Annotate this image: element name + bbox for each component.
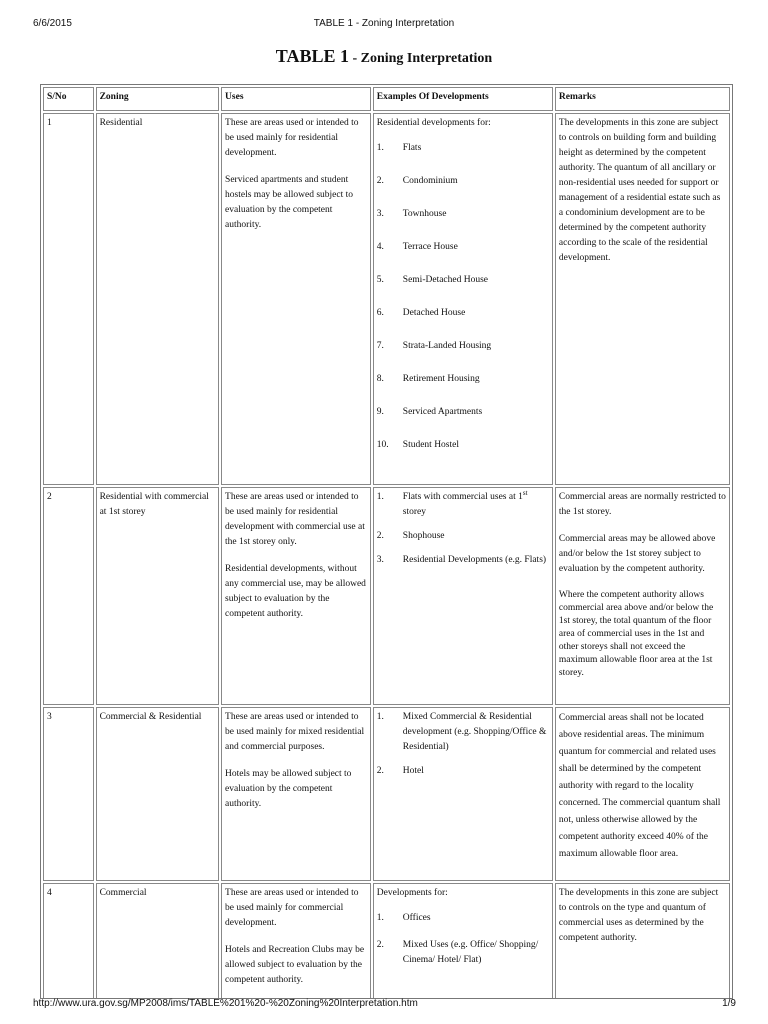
cell-remarks [555,707,730,881]
list-item: 4. Terrace House [376,242,458,252]
table-header-row [43,87,730,111]
document-title-sub: - Zoning Interpretation [348,51,493,66]
list-item: 5. Semi-Detached House [376,275,489,285]
column-header-examples: Examples Of Developments [373,87,553,111]
cell-examples [373,707,553,881]
remarks-paragraph: Commercial areas shall not be located above residential areas. The minimum quantum for commercial and related uses shall be determined by the competent authority with regard to the locality concerned. The commercial quantum shall not, unless otherwise allowed by the competent authority exceed 40% of the maximum allowable floor area. [558,713,721,859]
list-item: 8. Retirement Housing [376,374,480,384]
list-item: 10. Student Hostel [376,440,460,450]
uses-paragraph: Hotels may be allowed subject to evaluation by the competent authority. [225,769,352,809]
column-header-sno: S/No [43,87,94,111]
column-header-uses: Uses [221,87,371,111]
print-header [0,18,768,32]
uses-paragraph: These are areas used or intended to be used mainly for residential development. [225,118,359,158]
remarks-paragraph: Commercial areas may be allowed above and/or below the 1st storey subject to evaluation by the competent authority. [558,534,716,574]
zoning-table-container [40,84,733,999]
list-item: 2. Mixed Uses (e.g. Office/ Shopping/ Cinema/ Hotel/ Flat) [376,940,539,965]
list-item: 1. Flats [376,143,422,153]
list-item: 9. Serviced Apartments [376,407,483,417]
list-item: 7. Strata-Landed Housing [376,341,492,351]
cell-zoning: Commercial & Residential [96,707,219,881]
uses-paragraph: These are areas used or intended to be used mainly for residential development with commercial use at the 1st storey only. [225,492,365,547]
cell-uses [221,707,371,881]
table-row [43,113,730,485]
remarks-paragraph: The developments in this zone are subject to controls on the type and quantum of commercial uses as determined by the competent authority. [558,888,719,943]
cell-sno: 2 [43,487,94,705]
cell-zoning: Residential with commercial at 1st storey [96,487,219,705]
table-row [43,883,730,999]
list-item: 1. Mixed Commercial & Residential development (e.g. Shopping/Office & Residential) [376,712,547,752]
list-item: 3. Residential Developments (e.g. Flats) [376,555,547,565]
cell-examples [373,883,553,999]
uses-paragraph: Residential developments, without any commercial use, may be allowed subject to evaluation by the competent authority. [225,564,366,619]
examples-intro: Developments for: [376,888,448,898]
cell-examples [373,113,553,485]
cell-zoning: Commercial [96,883,219,999]
table-row [43,707,730,881]
list-item: 1. Flats with commercial uses at 1st storey [376,488,528,517]
document-title [0,46,768,67]
uses-paragraph: Serviced apartments and student hostels may be allowed subject to evaluation by the competent authority. [225,175,354,230]
cell-sno: 3 [43,707,94,881]
list-item: 2. Shophouse [376,531,445,541]
cell-sno: 4 [43,883,94,999]
column-header-zoning: Zoning [96,87,219,111]
cell-uses [221,883,371,999]
document-title-main: TABLE 1 [275,46,349,66]
cell-examples [373,487,553,705]
list-item: 2. Hotel [376,766,424,776]
print-page-title: TABLE 1 - Zoning Interpretation [313,18,455,29]
cell-sno: 1 [43,113,94,485]
uses-paragraph: Hotels and Recreation Clubs may be allowed subject to evaluation by the competent authority. [225,945,365,985]
print-date: 6/6/2015 [33,18,72,29]
zoning-table [40,84,733,999]
cell-remarks [555,487,730,705]
remarks-paragraph: The developments in this zone are subject to controls on building form and building height as determined by the competent authority. The quantum of all ancillary or non-residential uses needed for support or management of a residential estate such as a condominium development are to be determined by the competent authority according to the scale of the residential development. [558,118,721,263]
remarks-paragraph: Where the competent authority allows commercial area above and/or below the 1st storey, the total quantum of the floor area of commercial uses in the 1st and other storeys shall not exceed the maximum allowable floor area at the 1st storey. [558,590,714,678]
remarks-paragraph: Commercial areas are normally restricted to the 1st storey. [558,492,726,517]
list-item: 1. Offices [376,913,431,923]
examples-intro: Residential developments for: [376,118,491,128]
cell-uses [221,487,371,705]
page-number: 1/9 [722,998,736,1009]
column-header-remarks: Remarks [555,87,730,111]
uses-paragraph: These are areas used or intended to be used mainly for commercial development. [225,888,359,928]
cell-zoning: Residential [96,113,219,485]
table-row [43,487,730,705]
list-item: 3. Townhouse [376,209,447,219]
cell-remarks [555,113,730,485]
list-item: 2. Condominium [376,176,458,186]
print-url: http://www.ura.gov.sg/MP2008/ims/TABLE%201%20-%20Zoning%20Interpretation.htm [33,998,418,1009]
print-footer [0,998,768,1012]
list-item: 6. Detached House [376,308,466,318]
uses-paragraph: These are areas used or intended to be used mainly for mixed residential and commercial purposes. [225,712,365,752]
cell-remarks [555,883,730,999]
cell-uses [221,113,371,485]
